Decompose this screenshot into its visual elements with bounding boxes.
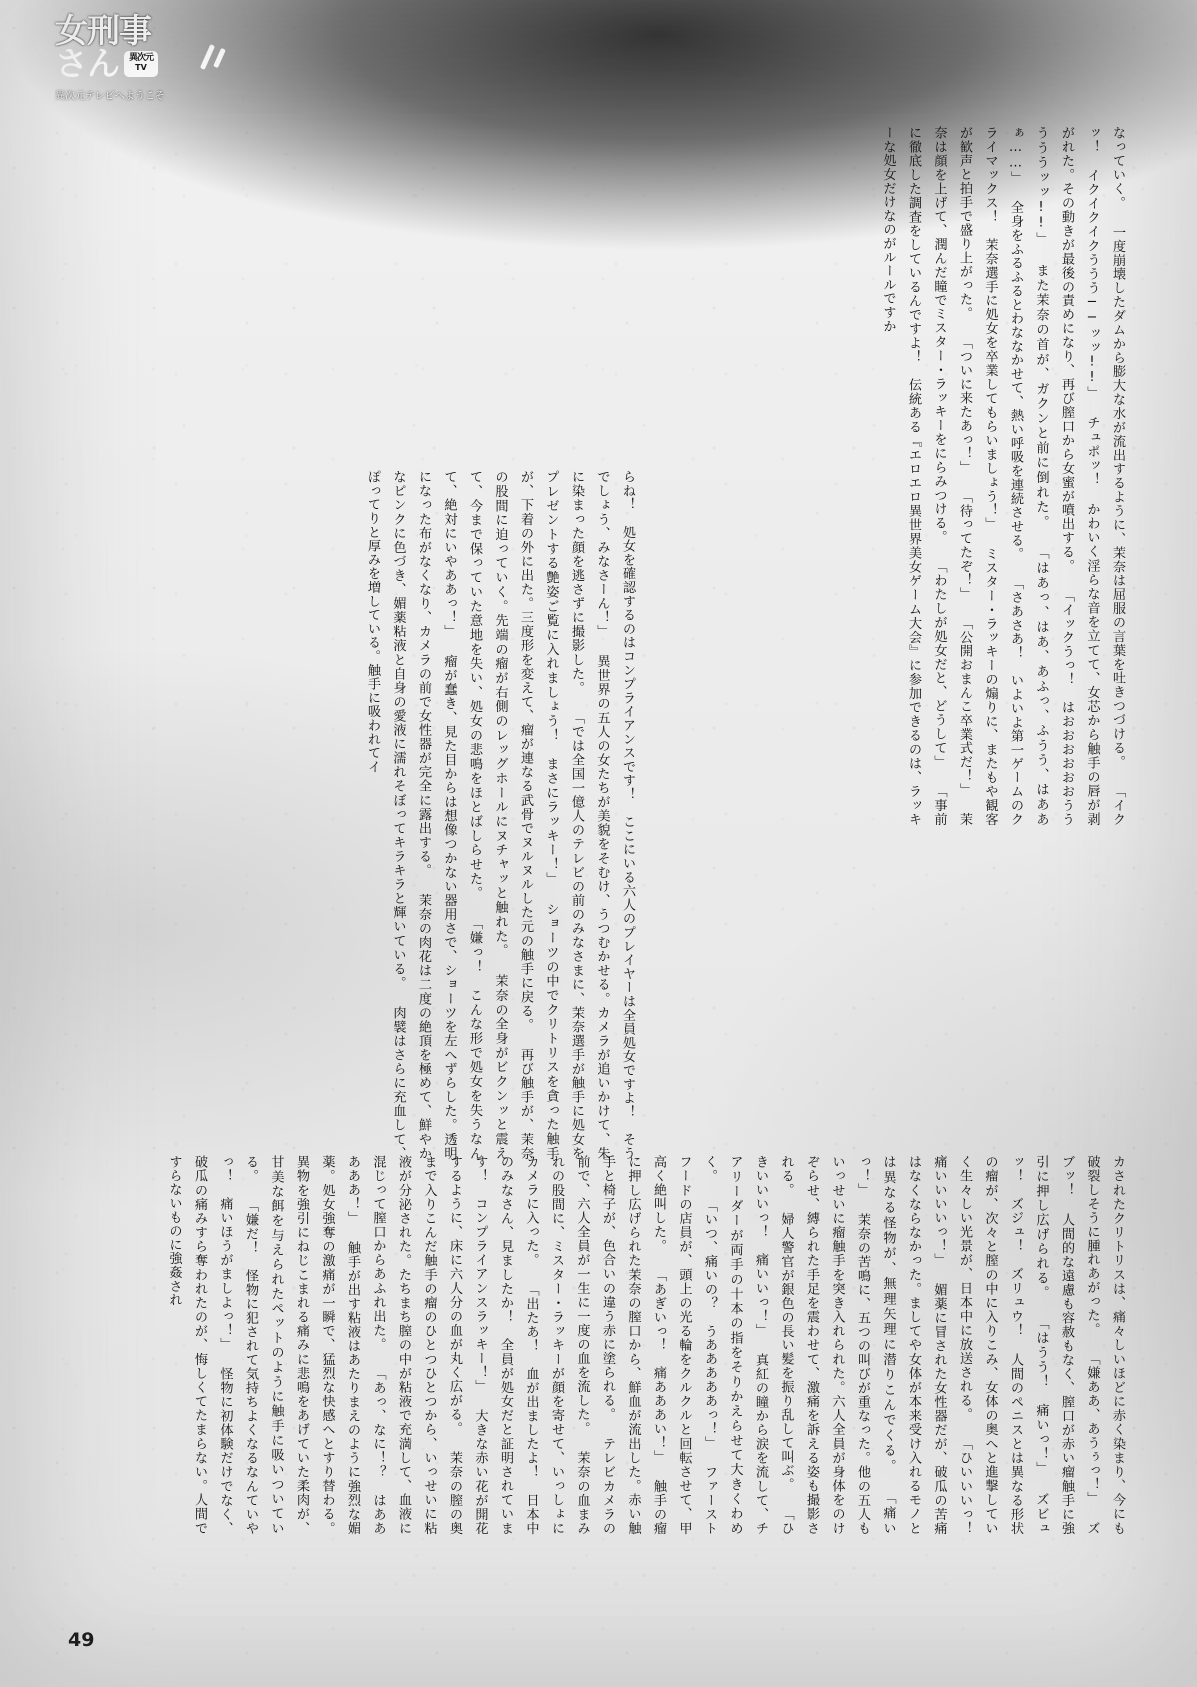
series-logo [55,11,235,118]
tv-badge-text: 異次元 [128,53,153,63]
tv-badge-icon [124,51,158,77]
body-text-middle: らね！ 処女を確認するのはコンプライアンスです！ ここにいる六人のプレイヤーは全員処女ですよ！ そうでしょう、みなさーん！」 異世界の五人の女たちが美貌をそむけ、うつむかせる。カメラが追いかけて、朱に染まった顔を逃さずに撮影した。 「では全国一億人のテレビの前のみなさまに、茉奈選手が触手に処女をプレゼントする艶姿ご覧に入れましょう！ まさにラッキー！」 ショーツの中でクリトリスを貪った触手が、下着の外に出た。三度形を変えて、瘤が連なる武骨でヌルヌルした元の触手に戻る。 再び触手が、茉奈の股間に迫っていく。先端の瘤が右側のレッグホールにヌチャッと触れた。 茉奈の全身がビクンッと震えて、今まで保っていた意地を失い、処女の悲鳴をほとばしらせた。 「嫌っ！ こんな形で処女を失うなんて、絶対にいやああっ！」 瘤が蠢き、見た目からは想像つかない器用さで、ショーツを左へずらした。透明になった布がなくなり、カメラの前で女性器が完全に露出する。 茉奈の肉花は二度の絶頂を極めて、鮮やかなピンクに色づき、媚薬粘液と自身の愛液に濡れそぼってキラキラと輝いている。 肉襞はさらに充血して、ぽってりと厚みを増している。触手に吸われてイ [365,470,635,1160]
logo-subtitle: 異次元テレビへようこそ [55,91,165,102]
slash-mark-icon [201,44,241,84]
logo-title-line1: 女刑事 [55,11,151,50]
body-text-bottom: カされたクリトリスは、痛々しいほどに赤く染まり、今にも破裂しそうに腫れあがった。 「嫌ああ、あうぅっ！」 ズブッ！ 人間的な遠慮も容赦もなく、膣口が赤い瘤触手に強引に押し広げられる。 「はうう！ 痛いっ！」 ズビュッ！ ズジュ！ ズリュウ！ 人間のペニスとは異なる形状の瘤が、次々と膣の中に入りこみ、女体の奥へと進撃していく生々しい光景が、日本中に放送される。 「ひいいいっ！ 痛いいいいっ！」 媚薬に冒された女性器だが、破瓜の苦痛はなくならなかった。ましてや女体が本来受け入れるモノとは異なる怪物が、無理矢理に潜りこんでくる。 「痛いっ！」 茉奈の苦鳴に、五つの叫びが重なった。他の五人もいっせいに瘤触手を突き入れられた。六人全員が身体をのけぞらせ、縛られた手足を震わせて、激痛を訴える姿も撮影される。 婦人警官が銀色の長い髪を振り乱して叫ぶ。 「ひきいいいっ！ 痛いいっ！」 真紅の瞳から涙を流して、チアリーダーが両手の十本の指をそりかえらせて大きくわめく。 「いつ、痛いの？ うあああああっ！」 ファーストフードの店員が、頭上の光る輪をクルクルと回転させて、甲高く絶叫した。 「あぎいっ！ 痛あああい！」 触手の瘤に押し広げられた茉奈の膣口から、鮮血が流出した。赤い触手と椅子が、色合いの違う赤に塗られる。 テレビカメラの前で、六人全員が一生に一度の血を流した。 茉奈の血まみれの股間に、ミスター・ラッキーが顔を寄せて、いっしょにカメラに入った。 「出たあ！ 血が出ましたよ！ 日本中のみなさん、見ましたか！ 全員が処女だと証明されています！ コンプライアンスラッキー！」 大きな赤い花が開花するように、床に六人分の血が丸く広がる。 茉奈の膣の奥まで入りこんだ触手の瘤のひとつひとつから、いっせいに粘液が分泌された。たちまち膣の中が粘液で充満して、血液に混じって膣口からあふれ出た。 「あっ、なに！？ はあああああ！」 触手が出す粘液はあたりまえのように強烈な媚薬。処女強奪の激痛が一瞬で、猛烈な快感へとすり替わる。 異物を強引にねじこまれる痛みに悲鳴をあげていた柔肉が、甘美な餌を与えられたペットのように触手に吸いついている。 「嫌だ！ 怪物に犯されて気持ちよくなるなんていやっ！ 痛いほうがましよっ！」 怪物に初体験だけでなく、破瓜の痛みすら奪われたのが、悔しくてたまらない。人間ですらないものに強姦され [166,1155,1125,1549]
body-text-top: なっていく。 一度崩壊したダムから膨大な水が流出するように、茉奈は屈服の言葉を吐きつづける。 「イクッ！ イクイクイクううう──ッッ!!」 チュポッ！ かわいく淫らな音を立てて、女芯から触手の唇が剥がれた。その動きが最後の責めになり、再び膣口から女蜜が噴出する。 「イックうっ！ はおおおおおおうううううッッ!!」 また茉奈の首が、ガクンと前に倒れた。 「はあっ、はあ、あふっ、ふうう、はああぁ……」 全身をふるふるとわななかせて、熱い呼吸を連続させる。 「さあさあ！ いよいよ第一ゲームのクライマックス！ 茉奈選手に処女を卒業してもらいましょう！」 ミスター・ラッキーの煽りに、またもや観客が歓声と拍手で盛り上がった。 「ついに来たあっ！」 「待ってたぞ！」 「公開おまんこ卒業式だ！」 茉奈は顔を上げて、潤んだ瞳でミスター・ラッキーをにらみつける。 「わたしが処女だと、どうして」 「事前に徹底した調査をしているんですよ！ 伝統ある『エロエロ異世界美女ゲーム大会』に参加できるのは、ラッキーな処女だけなのがルールですか [880,126,1125,826]
page-number: 49 [68,1629,95,1651]
logo-title-line2: さん [55,44,119,83]
tv-badge-sub: TV [135,63,147,72]
